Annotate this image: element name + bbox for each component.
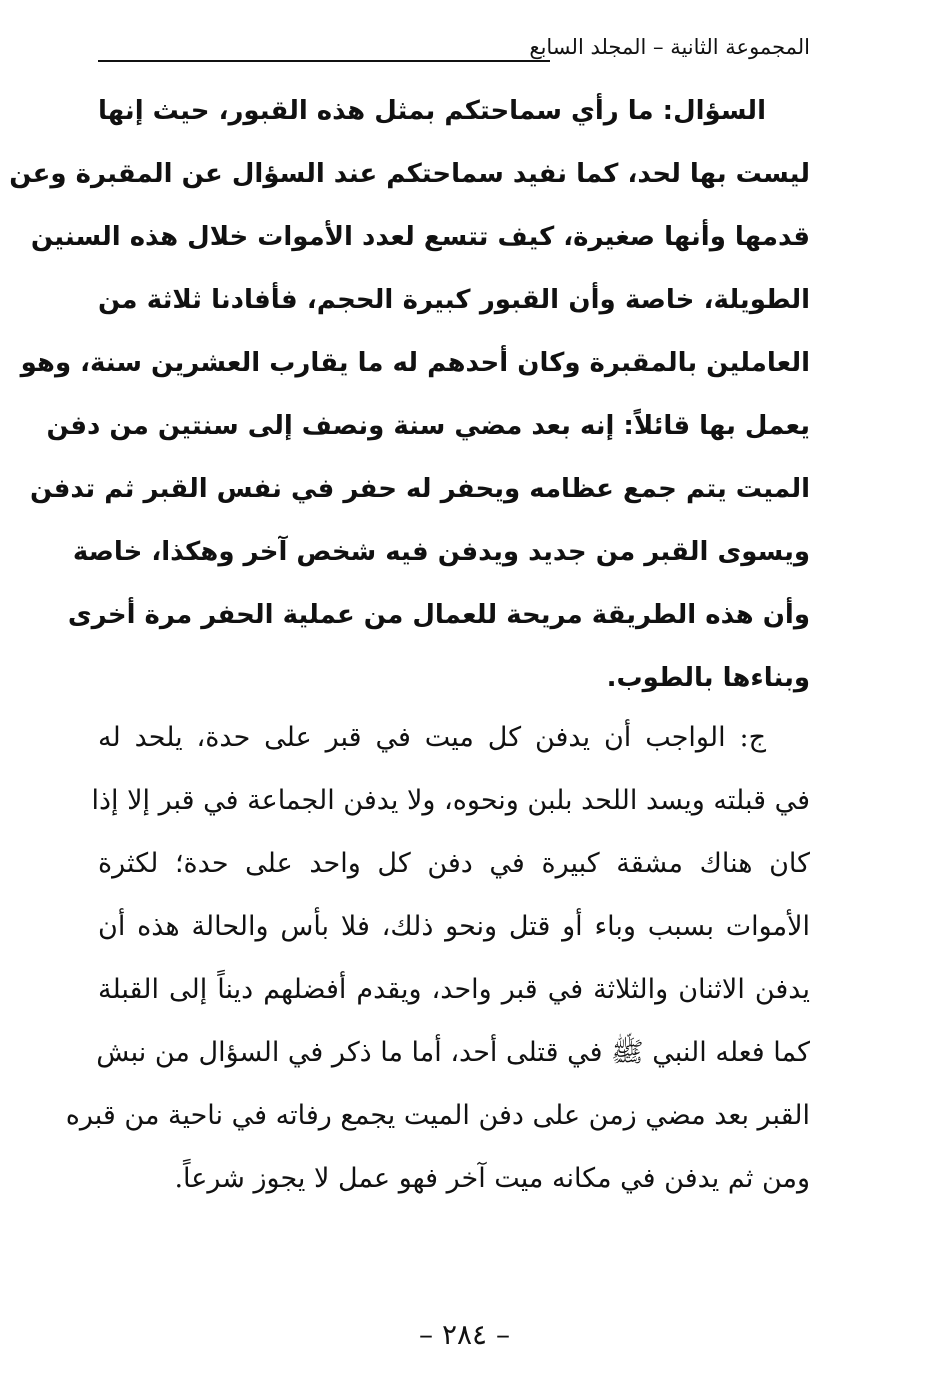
answer-line: يدفن الاثنان والثلاثة في قبر واحد، ويقدم أفضلهم ديناً إلى القبلة xyxy=(98,974,810,1005)
question-line: السؤال: ما رأي سماحتكم بمثل هذه القبور، حيث إنها xyxy=(98,96,766,126)
header-rule xyxy=(98,60,550,62)
running-header xyxy=(98,26,810,68)
header-title: المجموعة الثانية – المجلد السابع xyxy=(523,32,810,62)
question-line: الميت يتم جمع عظامه ويحفر له حفر في نفس القبر ثم تدفن xyxy=(29,474,810,504)
question-line: وبناءها بالطوب. xyxy=(606,663,810,693)
answer-line: كما فعله النبي ﷺ في قتلى أحد، أما ما ذكر في السؤال من نبش xyxy=(96,1037,810,1068)
question-line: ويسوى القبر من جديد ويدفن فيه شخص آخر وهكذا، خاصة xyxy=(72,537,810,567)
answer-line: كان هناك مشقة كبيرة في دفن كل واحد على حدة؛ لكثرة xyxy=(98,848,810,879)
answer-line: القبر بعد مضي زمن على دفن الميت يجمع رفاته في ناحية من قبره xyxy=(65,1100,810,1131)
question-line: ليست بها لحد، كما نفيد سماحتكم عند السؤال عن المقبرة وعن xyxy=(9,159,810,189)
answer-line: الأموات بسبب وباء أو قتل ونحو ذلك، فلا بأس والحالة هذه أن xyxy=(98,911,810,942)
question-line: قدمها وأنها صغيرة، كيف تتسع لعدد الأموات خلال هذه السنين xyxy=(30,222,810,252)
question-line: الطويلة، خاصة وأن القبور كبيرة الحجم، فأفادنا ثلاثة من xyxy=(98,285,810,315)
answer-paragraph xyxy=(65,706,810,1210)
answer-line: في قبلته ويسد اللحد بلبن ونحوه، ولا يدفن الجماعة في قبر إلا إذا xyxy=(91,785,810,816)
answer-line: ومن ثم يدفن في مكانه ميت آخر فهو عمل لا يجوز شرعاً. xyxy=(174,1163,810,1194)
question-line: العاملين بالمقبرة وكان أحدهم له ما يقارب العشرين سنة، وهو xyxy=(20,348,810,378)
answer-line: ج: الواجب أن يدفن كل ميت في قبر على حدة، يلحد له xyxy=(98,722,766,753)
question-line: يعمل بها قائلاً: إنه بعد مضي سنة ونصف إلى سنتين من دفن xyxy=(46,411,810,441)
question-line: وأن هذه الطريقة مريحة للعمال من عملية الحفر مرة أخرى xyxy=(67,600,810,630)
page-number: – ٢٨٤ – xyxy=(419,1318,510,1351)
question-paragraph xyxy=(9,80,810,710)
